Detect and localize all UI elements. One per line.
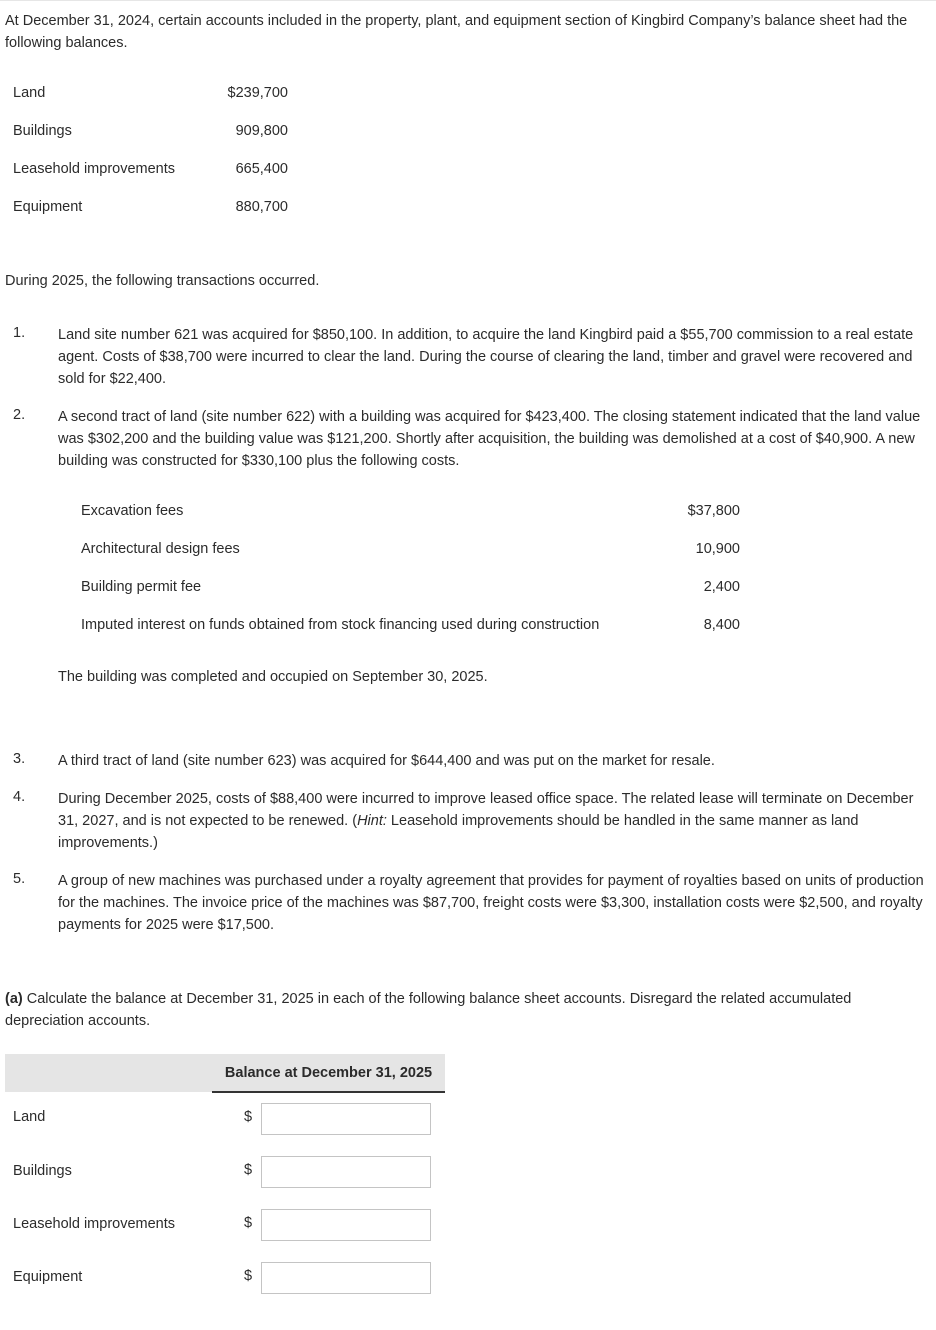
balance-label-equipment: Equipment xyxy=(13,199,83,215)
balance-label-land: Land xyxy=(13,85,46,101)
transaction-text-3: A third tract of land (site number 623) was acquired for $644,400 and was put on the market for resale. xyxy=(58,753,715,769)
answer-label-leasehold: Leasehold improvements xyxy=(13,1216,176,1232)
balance-amount-land: $239,700 xyxy=(227,85,288,101)
currency-symbol: $ xyxy=(244,1215,253,1231)
top-divider xyxy=(0,0,936,1)
leasehold-balance-input[interactable] xyxy=(261,1209,431,1241)
cost-amount-permit: 2,400 xyxy=(703,579,740,595)
completed-text: The building was completed and occupied on September 30, 2025. xyxy=(58,669,488,685)
equipment-balance-input[interactable] xyxy=(261,1262,431,1294)
currency-symbol: $ xyxy=(244,1162,253,1178)
transaction-text-2: A second tract of land (site number 622) with a building was acquired for $423,400. The closing statement indicated that the land value was $302,200 and the building value was $121,200. Shortly after acquisition, the building was demolished at a cost of $40,900. A new building was constructed for $330,100 plus the following costs. xyxy=(58,409,921,469)
balance-amount-leasehold: 665,400 xyxy=(235,161,288,177)
transaction-text-1: Land site number 621 was acquired for $850,100. In addition, to acquire the land Kingbird paid a $55,700 commission to a real estate agent. Costs of $38,700 were incurred to clear the land. During the course of clearing the land, timber and gravel were recovered and sold for $22,400. xyxy=(58,327,914,387)
cost-amount-interest: 8,400 xyxy=(703,617,740,633)
buildings-balance-input[interactable] xyxy=(261,1156,431,1188)
currency-symbol: $ xyxy=(244,1268,253,1284)
answer-table-header: Balance at December 31, 2025 xyxy=(224,1065,433,1081)
cost-label-permit: Building permit fee xyxy=(81,579,202,595)
land-balance-input[interactable] xyxy=(261,1103,431,1135)
transaction-number-1: 1. xyxy=(13,325,26,341)
transaction-number-3: 3. xyxy=(13,751,26,767)
cost-label-interest: Imputed interest on funds obtained from stock financing used during construction xyxy=(81,617,600,633)
question-text: (a) Calculate the balance at December 31, 2025 in each of the following balance sheet accounts. Disregard the related accumulated depreciation accounts. xyxy=(5,991,852,1029)
balance-label-leasehold: Leasehold improvements xyxy=(13,161,176,177)
answer-label-equipment: Equipment xyxy=(13,1269,83,1285)
balance-label-buildings: Buildings xyxy=(13,123,72,139)
currency-symbol: $ xyxy=(244,1109,253,1125)
balance-amount-equipment: 880,700 xyxy=(235,199,288,215)
balance-amount-buildings: 909,800 xyxy=(235,123,288,139)
cost-label-architectural: Architectural design fees xyxy=(81,541,240,557)
transaction-number-2: 2. xyxy=(13,407,26,423)
cost-amount-excavation: $37,800 xyxy=(687,503,740,519)
answer-table-header-underline xyxy=(212,1091,445,1093)
answer-label-buildings: Buildings xyxy=(13,1163,72,1179)
transaction-text-4: During December 2025, costs of $88,400 were incurred to improve leased office space. The related lease will terminate on December 31, 2027, and is not expected to be renewed. (Hint: Leasehold improvements should be handled in the same manner as land improvements.) xyxy=(58,791,914,851)
transaction-text-5: A group of new machines was purchased under a royalty agreement that provides for payment of royalties based on units of production for the machines. The invoice price of the machines was $87,700, freight costs were $3,300, installation costs were $2,500, and royalty payments for 2025 were $17,500. xyxy=(58,873,924,933)
during-text: During 2025, the following transactions occurred. xyxy=(5,273,320,289)
cost-amount-architectural: 10,900 xyxy=(695,541,740,557)
question-part-label: (a) xyxy=(5,991,23,1007)
transaction-number-5: 5. xyxy=(13,871,26,887)
cost-label-excavation: Excavation fees xyxy=(81,503,184,519)
transaction-number-4: 4. xyxy=(13,789,26,805)
intro-text: At December 31, 2024, certain accounts included in the property, plant, and equipment section of Kingbird Company’s balance sheet had the following balances. xyxy=(5,13,908,51)
hint-label: Hint: xyxy=(357,813,387,829)
answer-label-land: Land xyxy=(13,1109,46,1125)
